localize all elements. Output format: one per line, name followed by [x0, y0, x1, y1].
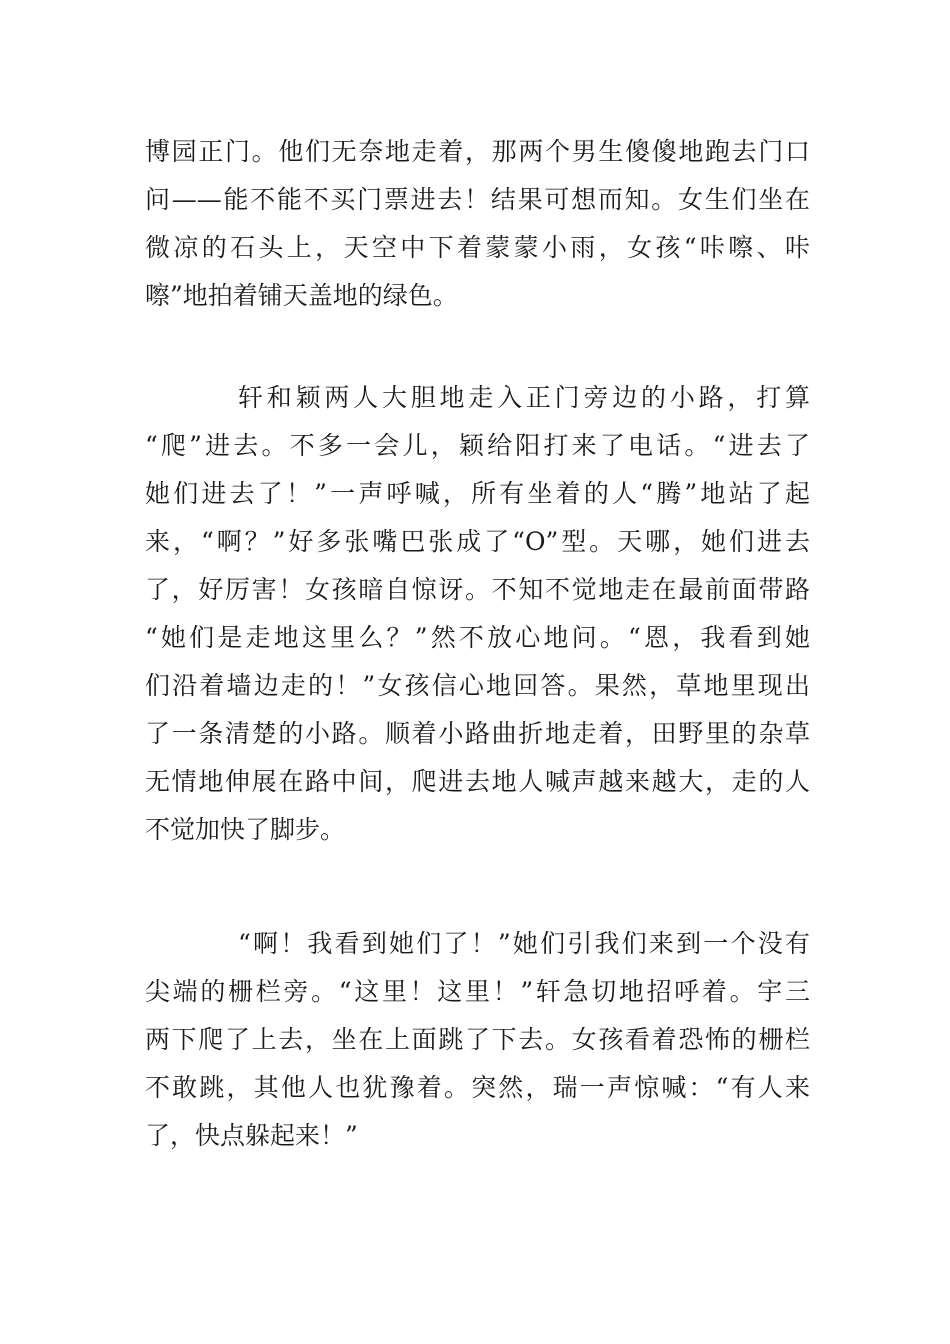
paragraph-line: “啊！我看到她们了！”她们引我们来到一个没有	[238, 929, 810, 958]
paragraph-line: “她们是走地这里么？”然不放心地问。“恩，我看到她	[145, 623, 810, 652]
paragraph-line: 不敢跳，其他人也犹豫着。突然，瑞一声惊喊：“有人来	[145, 1073, 810, 1102]
paragraph-line: 博园正门。他们无奈地走着，那两个男生傻傻地跑去门口	[145, 137, 810, 166]
paragraph-line: 们沿着墙边走的！”女孩信心地回答。果然，草地里现出	[145, 671, 810, 700]
paragraph-line: 了，快点躲起来！”	[145, 1121, 358, 1150]
paragraph-line: 她们进去了！”一声呼喊，所有坐着的人“腾”地站了起	[145, 479, 810, 508]
paragraph-line: 微凉的石头上，天空中下着蒙蒙小雨，女孩“咔嚓、咔	[145, 233, 810, 262]
paragraph-line: “爬”进去。不多一会儿，颖给阳打来了电话。“进去了	[145, 431, 810, 460]
paragraph-line: 来，“啊？”好多张嘴巴张成了“O”型。天哪，她们进去	[145, 527, 810, 556]
paragraph-line: 问——能不能不买门票进去！结果可想而知。女生们坐在	[145, 185, 810, 214]
paragraph-line: 轩和颖两人大胆地走入正门旁边的小路，打算	[238, 383, 810, 412]
paragraph-line: 了，好厉害！女孩暗自惊讶。不知不觉地走在最前面带路	[145, 575, 810, 604]
paragraph-line: 尖端的栅栏旁。“这里！这里！”轩急切地招呼着。宇三	[145, 977, 810, 1006]
paragraph-line: 了一条清楚的小路。顺着小路曲折地走着，田野里的杂草	[145, 719, 810, 748]
paragraph-line: 两下爬了上去，坐在上面跳了下去。女孩看着恐怖的栅栏	[145, 1025, 810, 1054]
paragraph-line: 嚓”地拍着铺天盖地的绿色。	[145, 281, 458, 310]
paragraph-line: 无情地伸展在路中间，爬进去地人喊声越来越大，走的人	[145, 767, 810, 796]
paragraph-line: 不觉加快了脚步。	[145, 815, 346, 844]
